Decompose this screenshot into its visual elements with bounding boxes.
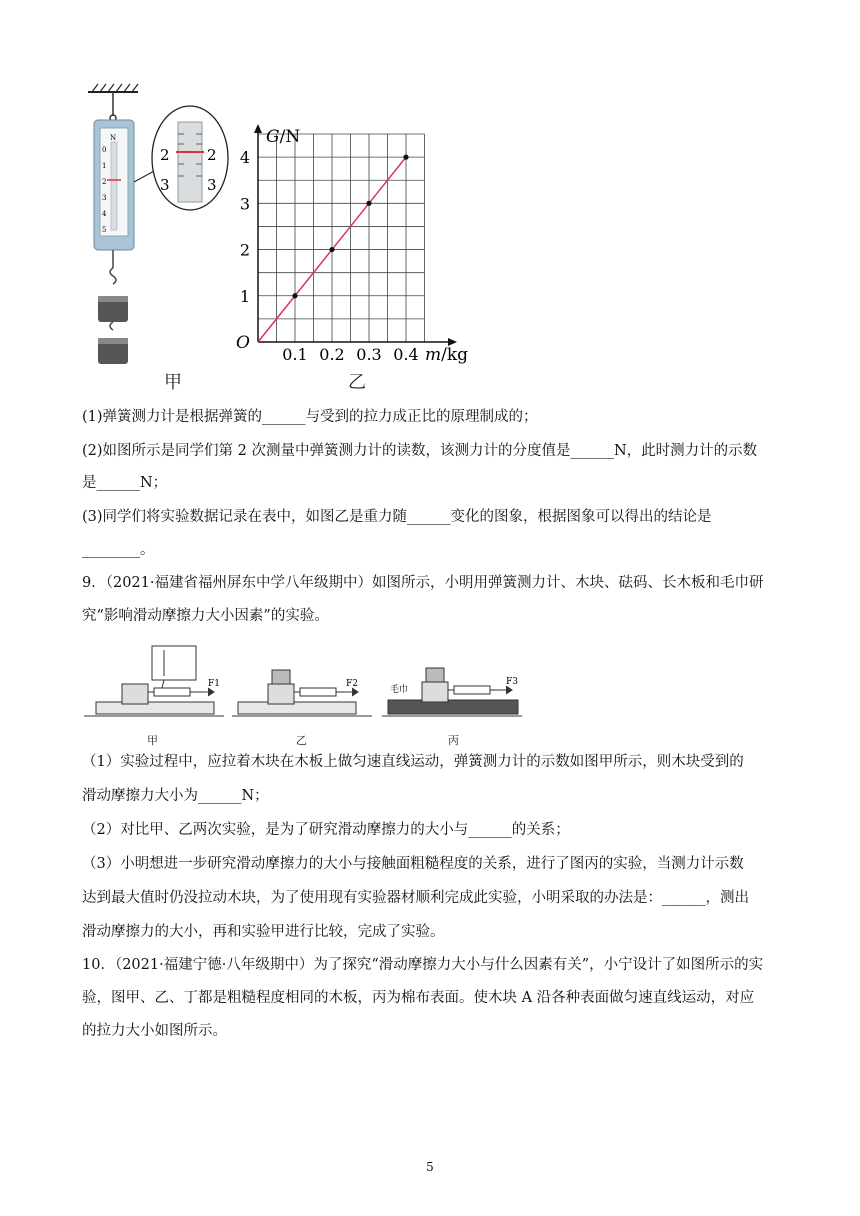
q9-stem-line1: 9．（2021·福建省福州屏东中学八年级期中）如图所示，小明用弹簧测力计、木块、砝码、长木板和毛巾研 bbox=[82, 575, 764, 591]
data-point-0 bbox=[292, 293, 297, 298]
page-number: 5 bbox=[426, 1160, 434, 1174]
q9-sub1-line1: （1）实验过程中，应拉着木块在木板上做匀速直线运动，弹簧测力计的示数如图甲所示，则木块受到的 bbox=[82, 754, 744, 770]
q8-sub3-line1: (3)同学们将实验数据记录在表中，如图乙是重力随______变化的图象，根据图象可以得出的结论是 bbox=[82, 509, 712, 525]
y-tick-1: 2 bbox=[239, 240, 250, 260]
q8-sub2-line1: (2)如图所示是同学们第 2 次测量中弹簧测力计的读数，该测力计的分度值是______N，此时测力计的示数 bbox=[82, 443, 758, 459]
data-point-2 bbox=[366, 201, 371, 206]
q10-stem-line2: 验，图甲、乙、丁都是粗糙程度相同的木板，丙为棉布表面。使木块 A 沿各种表面做匀速直线运动，对应 bbox=[82, 990, 755, 1006]
x-tick-2: 0.3 bbox=[356, 345, 382, 364]
x-tick-1: 0.2 bbox=[319, 345, 345, 364]
meter-scale-3: 3 bbox=[102, 194, 107, 202]
meter-scale-4: 4 bbox=[102, 210, 107, 218]
q8-sub2-line2: 是______N； bbox=[82, 475, 168, 491]
friction-experiment-figure bbox=[82, 640, 532, 720]
force-label-f1: F1 bbox=[208, 679, 220, 689]
meter-scale-0: 0 bbox=[102, 146, 107, 154]
towel-label: 毛巾 bbox=[390, 685, 409, 695]
meter-scale-5: 5 bbox=[102, 226, 107, 234]
x-tick-3: 0.4 bbox=[393, 345, 419, 364]
q8-sub3-line2: ________。 bbox=[82, 542, 155, 558]
magnifier-label-3-right: 3 bbox=[207, 176, 217, 194]
y-axis-label: G/N bbox=[266, 127, 301, 147]
force-label-f2: F2 bbox=[346, 679, 358, 689]
y-tick-3: 4 bbox=[239, 148, 250, 168]
q10-stem-line3: 的拉力大小如图所示。 bbox=[82, 1023, 227, 1039]
caption-jia: 甲 bbox=[164, 372, 182, 393]
q9-sub3-line1: （3）小明想进一步研究滑动摩擦力的大小与接触面粗糙程度的关系，进行了图丙的实验，当测力计示数 bbox=[82, 856, 744, 872]
friction-caption-jia: 甲 bbox=[147, 734, 158, 747]
gravity-mass-chart bbox=[232, 120, 492, 370]
meter-scale-1: 1 bbox=[102, 162, 107, 170]
y-tick-2: 3 bbox=[239, 194, 250, 214]
magnifier-label-3-left: 3 bbox=[160, 176, 170, 194]
spring-scale-figure bbox=[82, 82, 232, 372]
friction-caption-yi: 乙 bbox=[296, 734, 307, 747]
q9-sub2: （2）对比甲、乙两次实验，是为了研究滑动摩擦力的大小与______的关系； bbox=[82, 822, 570, 838]
x-axis-label: m/kg bbox=[425, 345, 469, 365]
magnifier-label-2-right: 2 bbox=[207, 146, 217, 164]
q9-stem-line2: 究“影响滑动摩擦力大小因素”的实验。 bbox=[82, 608, 329, 624]
caption-yi: 乙 bbox=[348, 372, 366, 393]
q9-sub1-line2: 滑动摩擦力大小为______N； bbox=[82, 788, 269, 804]
magnifier-label-2-left: 2 bbox=[160, 146, 170, 164]
data-point-3 bbox=[403, 155, 408, 160]
meter-unit-label: N bbox=[110, 134, 117, 142]
x-tick-0: 0.1 bbox=[282, 345, 308, 364]
data-point-1 bbox=[329, 247, 334, 252]
friction-caption-bing: 丙 bbox=[448, 734, 459, 747]
meter-scale-2: 2 bbox=[102, 178, 107, 186]
q10-stem-line1: 10．（2021·福建宁德·八年级期中）为了探究“滑动摩擦力大小与什么因素有关”，小宁设计了如图所示的实 bbox=[82, 957, 764, 973]
q9-sub3-line3: 滑动摩擦力的大小，再和实验甲进行比较，完成了实验。 bbox=[82, 924, 445, 940]
y-tick-0: 1 bbox=[239, 286, 250, 306]
force-label-f3: F3 bbox=[506, 677, 518, 687]
q9-sub3-line2: 达到最大值时仍没拉动木块，为了使用现有实验器材顺利完成此实验，小明采取的办法是：______，测出 bbox=[82, 890, 749, 906]
y-axis-arrow bbox=[254, 124, 262, 133]
origin-label: O bbox=[236, 333, 250, 353]
q8-sub1: (1)弹簧测力计是根据弹簧的______与受到的拉力成正比的原理制成的； bbox=[82, 409, 538, 425]
